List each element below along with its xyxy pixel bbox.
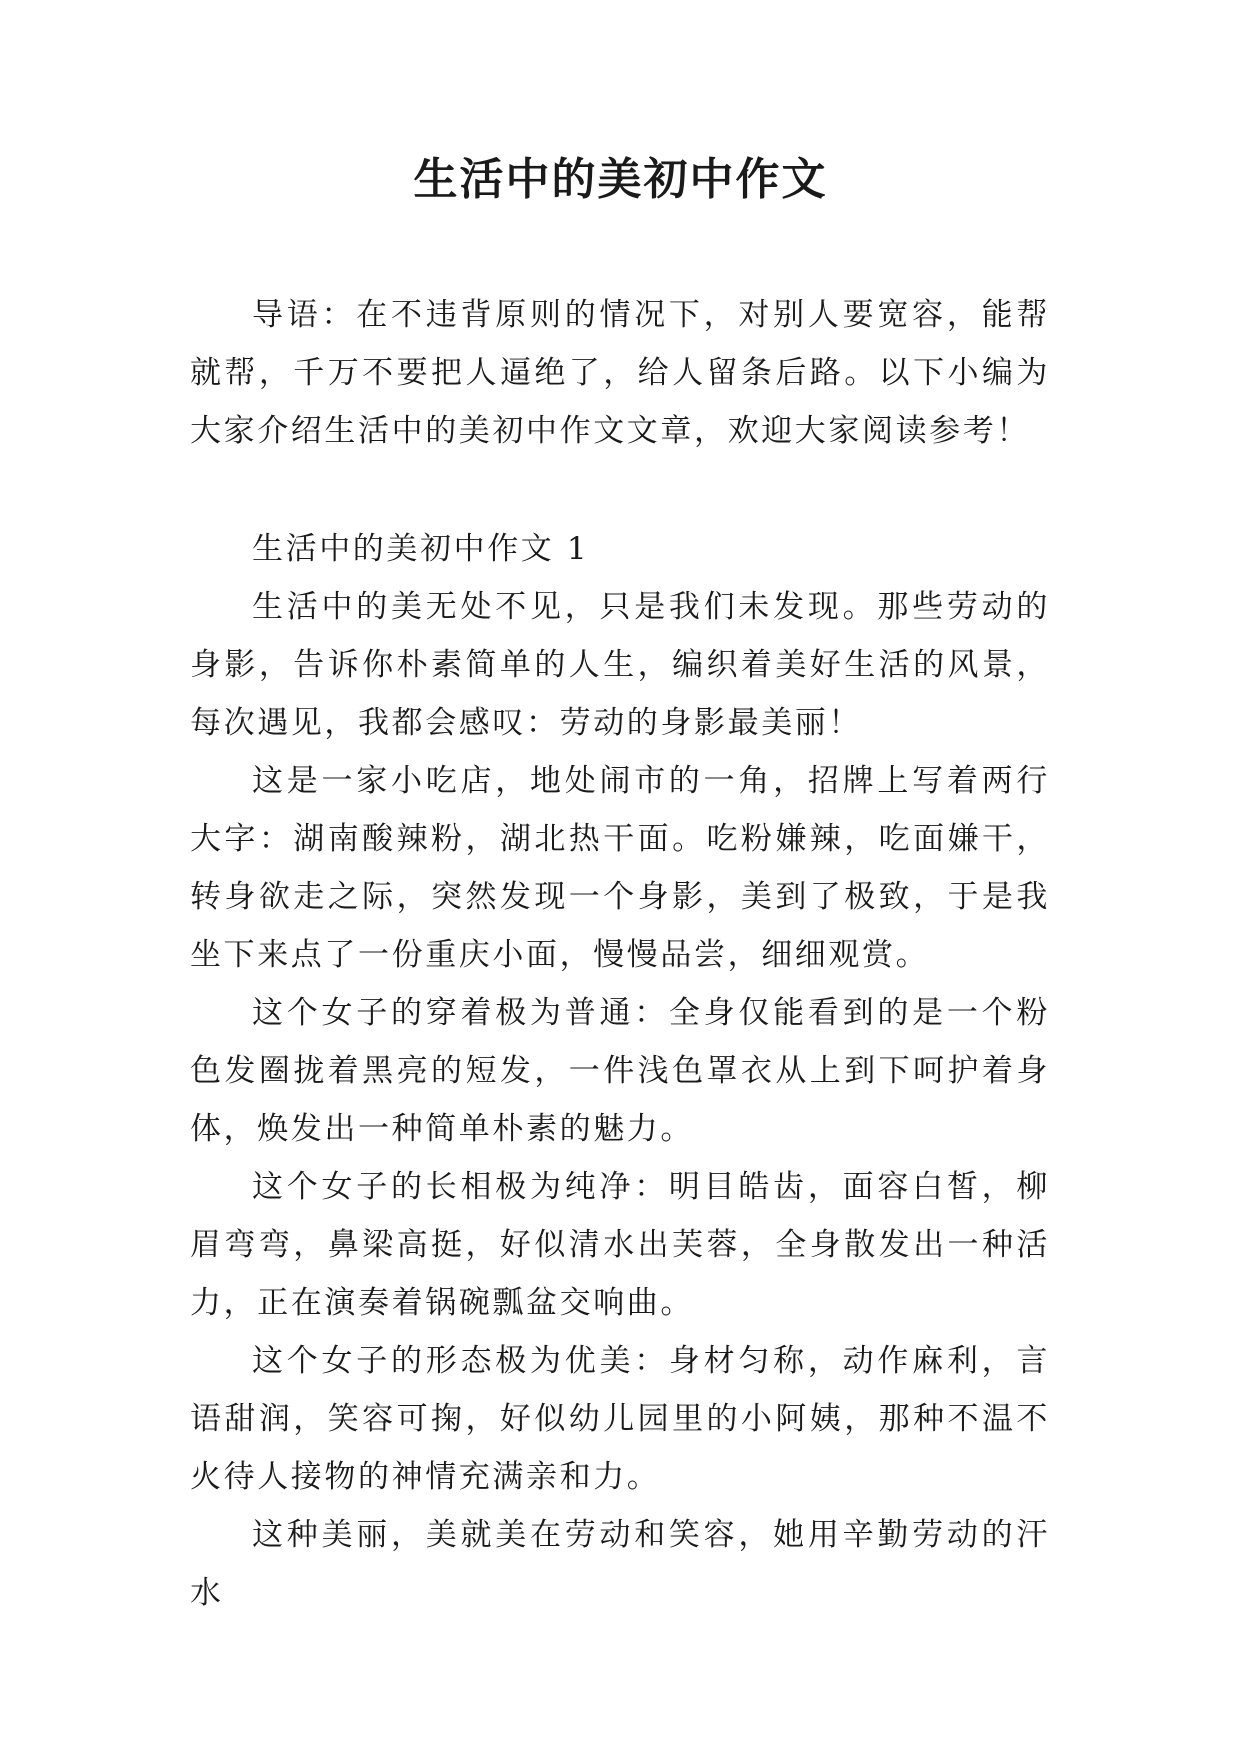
section-heading: 生活中的美初中作文 1 [252,531,590,567]
essay-paragraph: 这是一家小吃店，地处闹市的一角，招牌上写着两行大字：湖南酸辣粉，湖北热干面。吃粉嫌辣，吃面嫌干，转身欲走之际，突然发现一个身影，美到了极致，于是我坐下来点了一份重庆小面，慢慢品尝，细细观赏。 [190,763,1050,973]
essay-paragraph: 这个女子的穿着极为普通：全身仅能看到的是一个粉色发圈拢着黑亮的短发，一件浅色罩衣从上到下呵护着身体，焕发出一种简单朴素的魅力。 [190,995,1050,1147]
essay-body [190,520,1050,1622]
essay-paragraph: 这个女子的长相极为纯净：明目皓齿，面容白皙，柳眉弯弯，鼻梁高挺，好似清水出芙蓉，全身散发出一种活力，正在演奏着锅碗瓢盆交响曲。 [190,1169,1050,1321]
document-title: 生活中的美初中作文 [413,154,828,205]
intro-block [190,286,1050,460]
intro-paragraph: 导语：在不违背原则的情况下，对别人要宽容，能帮就帮，千万不要把人逼绝了，给人留条后路。以下小编为大家介绍生活中的美初中作文文章，欢迎大家阅读参考！ [190,297,1050,449]
essay-paragraph: 这种美丽，美就美在劳动和笑容，她用辛勤劳动的汗水 [190,1517,1050,1611]
essay-paragraph: 这个女子的形态极为优美：身材匀称，动作麻利，言语甜润，笑容可掬，好似幼儿园里的小阿姨，那种不温不火待人接物的神情充满亲和力。 [190,1343,1050,1495]
essay-paragraph: 生活中的美无处不见，只是我们未发现。那些劳动的身影，告诉你朴素简单的人生，编织着美好生活的风景，每次遇见，我都会感叹：劳动的身影最美丽！ [190,589,1050,741]
